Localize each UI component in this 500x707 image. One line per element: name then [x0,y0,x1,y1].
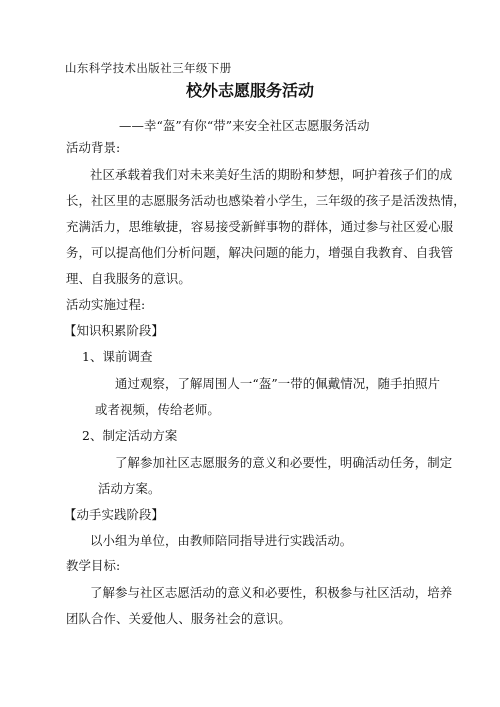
goals-line-1: 了解参与社区志愿活动的意义和必要性，积极参与社区活动，培养 [90,585,453,600]
step-plan-line-2: 活动方案。 [98,481,161,496]
process-heading: 活动实施过程: [66,297,146,312]
step-survey-line-1: 通过观察，了解周围人一“盔”一带的佩戴情况，随手拍照片 [115,376,441,391]
stage-practice-line: 以小组为单位，由教师陪同指导进行实践活动。 [90,533,353,548]
background-line-1: 社区承载着我们对未来美好生活的期盼和梦想，呵护着孩子们的成 [90,167,453,182]
step-plan-heading: 2、制定活动方案 [82,428,178,443]
document-title: 校外志愿服务活动 [185,81,314,100]
goals-line-2: 团队合作、关爱他人、服务社会的意识。 [66,611,291,626]
step-survey-heading: 1、课前调查 [82,349,153,364]
goals-heading: 教学目标: [66,558,121,573]
background-heading: 活动背景: [66,140,121,155]
step-survey-line-2: 或者视频，传给老师。 [95,402,220,417]
step-plan-line-1: 了解参加社区志愿服务的意义和必要性，明确活动任务，制定 [115,455,453,470]
background-line-5: 理、自我服务的意识。 [66,271,191,286]
background-line-4: 务，可以提高他们分析问题，解决问题的能力，增强自我教育、自我管 [66,245,454,260]
background-line-2: 长，社区里的志愿服务活动也感染着小学生，三年级的孩子是活泼热情， [66,193,466,208]
stage-practice-heading: 【动手实践阶段】 [64,507,164,522]
stage-knowledge-heading: 【知识积累阶段】 [64,323,164,338]
subtitle: ——幸“盔”有你“带”来安全社区志愿服务活动 [119,118,370,133]
background-line-3: 充满活力，思维敏捷，容易接受新鲜事物的群体，通过参与社区爱心服 [66,219,454,234]
publisher-line: 山东科学技术出版社三年级下册 [65,61,232,75]
